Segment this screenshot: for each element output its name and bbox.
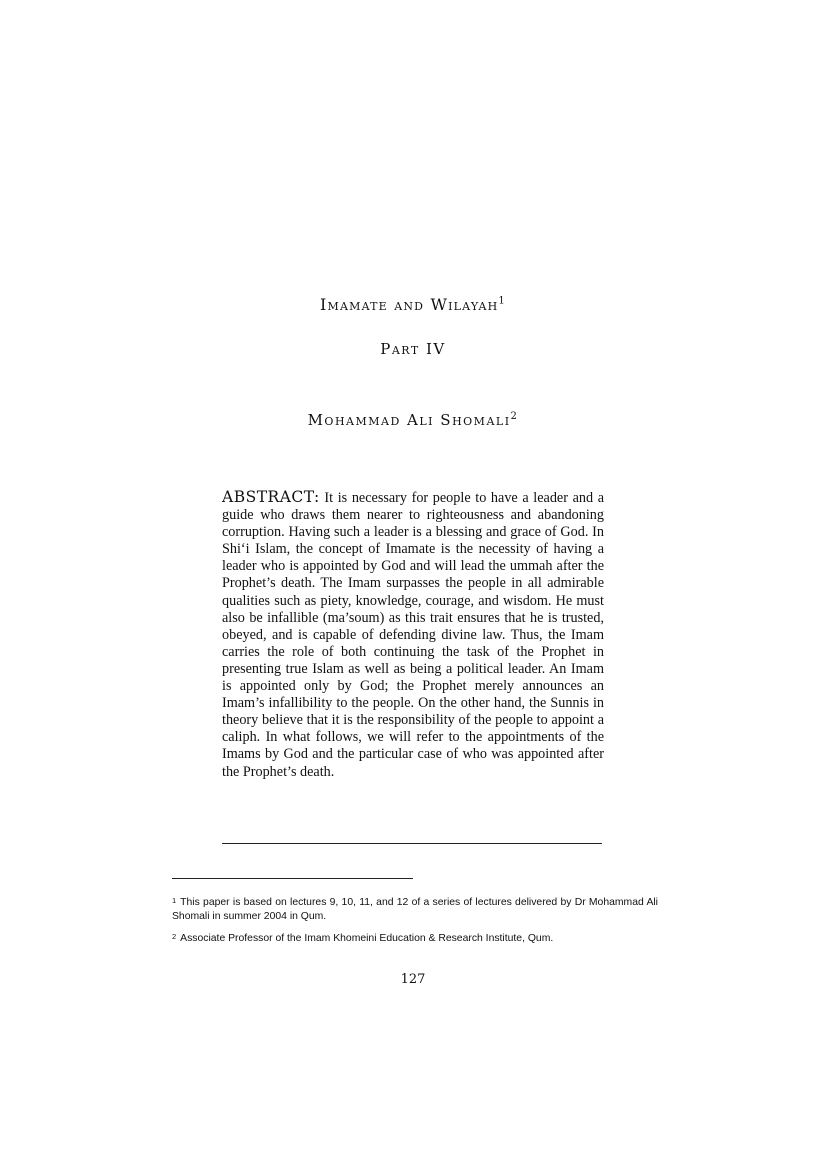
title-text: Imamate and Wilayah	[320, 295, 499, 314]
author-name: Mohammad Ali Shomali	[307, 411, 511, 429]
author-line	[0, 411, 826, 429]
footnote-1-text: This paper is based on lectures 9, 10, 11, and 12 of a series of lectures delivered by Dr Mohammad Ali Shomali in summer 2004 in Qum.	[172, 897, 658, 922]
abstract-text: It is necessary for people to have a leader and a guide who draws them nearer to righteousness and abandoning corruption. Having such a leader is a blessing and grace of God. In Shi‘i Islam, the concept of Imamate is the necessity of having a leader who is appointed by God and will lead the ummah after the Prophet’s death. The Imam surpasses the people in all admirable qualities such as piety, knowledge, courage, and wisdom. He must also be infallible (ma’soum) as this trait ensures that he is trusted, obeyed, and is capable of defending divine law. Thus, the Imam carries the role of both continuing the task of the Prophet in presenting true Islam as well as being a political leader. An Imam is appointed only by God; the Prophet merely announces an Imam’s infallibility to the people. On the other hand, the Sunnis in theory believe that it is the responsibility of the people to appoint a caliph. In what follows, we will refer to the appointments of the Imams by God and the particular case of who was appointed after the Prophet’s death.	[222, 490, 604, 780]
title-footnote-marker[interactable]: 1	[498, 295, 506, 307]
footnote-2-marker: 2	[172, 932, 177, 941]
footnote-1-marker: 1	[172, 896, 177, 905]
part-label: Part IV	[380, 340, 446, 358]
paper-title	[0, 295, 826, 314]
page-number: 127	[400, 972, 426, 987]
abstract	[222, 489, 604, 781]
footnote-2-text: Associate Professor of the Imam Khomeini Education & Research Institute, Qum.	[180, 933, 554, 944]
footnote-1	[172, 896, 658, 924]
abstract-label: ABSTRACT:	[222, 488, 320, 506]
footnote-2	[172, 932, 658, 946]
abstract-divider	[222, 843, 602, 844]
footnote-divider	[172, 878, 413, 879]
author-footnote-marker[interactable]: 2	[510, 411, 519, 422]
